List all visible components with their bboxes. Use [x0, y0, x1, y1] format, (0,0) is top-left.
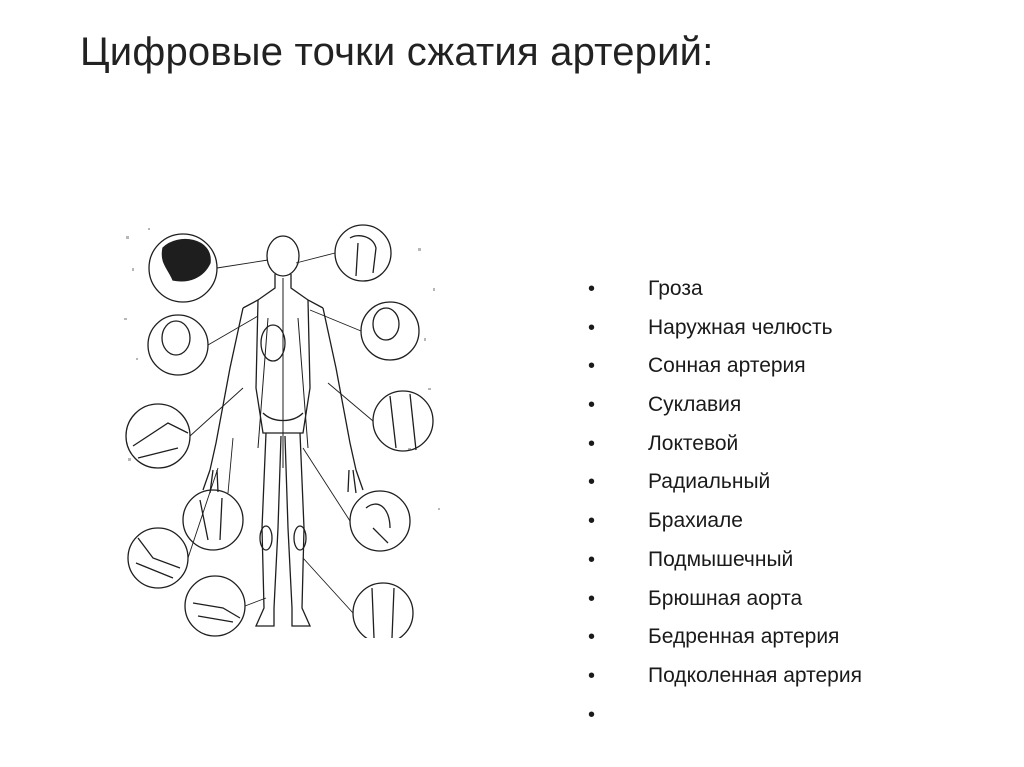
arterial-pressure-points-illustration	[118, 208, 448, 638]
chest-callout-icon	[128, 528, 188, 588]
list-item-label: Гроза	[648, 277, 703, 300]
forearm-callout-icon	[183, 490, 243, 550]
list-item-label: Наружная челюсть	[648, 315, 833, 339]
neck-callout-icon	[335, 225, 391, 281]
bullet-icon: •	[588, 510, 596, 533]
bullet-icon: •	[588, 664, 596, 687]
list-item-label: Брахиале	[648, 509, 743, 533]
list-item-label: Суклавия	[648, 393, 742, 417]
bullet-icon: •	[588, 394, 596, 417]
bullet-icon: •	[588, 626, 596, 649]
list-item-label: Радиальный	[648, 470, 771, 494]
arm-callout-icon	[126, 404, 190, 468]
body-figure-icon	[203, 236, 363, 626]
list-item-label: Подмышечный	[648, 547, 794, 571]
knee-callout-icon	[353, 583, 413, 638]
bullet-icon: •	[588, 432, 596, 455]
bullet-icon: •	[588, 278, 596, 300]
bullet-icon: •	[588, 587, 596, 610]
bullet-icon: •	[588, 355, 596, 378]
callout-circles	[126, 225, 433, 638]
slide-title: Цифровые точки сжатия артерий:	[80, 30, 714, 74]
ankle-callout-icon	[185, 576, 245, 636]
list-item-label: Локтевой	[648, 431, 739, 455]
list-item-label: Брюшная аорта	[648, 586, 803, 610]
bullet-icon: •	[588, 703, 596, 726]
bullet-icon: •	[588, 471, 596, 494]
upper-arm-callout-icon	[373, 391, 433, 451]
groin-callout-icon	[350, 491, 410, 551]
list-item-label: Сонная артерия	[648, 354, 806, 378]
list-item-label: Бедренная артерия	[648, 625, 840, 649]
list-item-label: Подколенная артерия	[648, 663, 862, 687]
face-left-callout-icon	[148, 315, 208, 375]
bullet-icon: •	[588, 316, 596, 339]
bullet-icon: •	[588, 548, 596, 571]
face-right-callout-icon	[361, 302, 419, 360]
